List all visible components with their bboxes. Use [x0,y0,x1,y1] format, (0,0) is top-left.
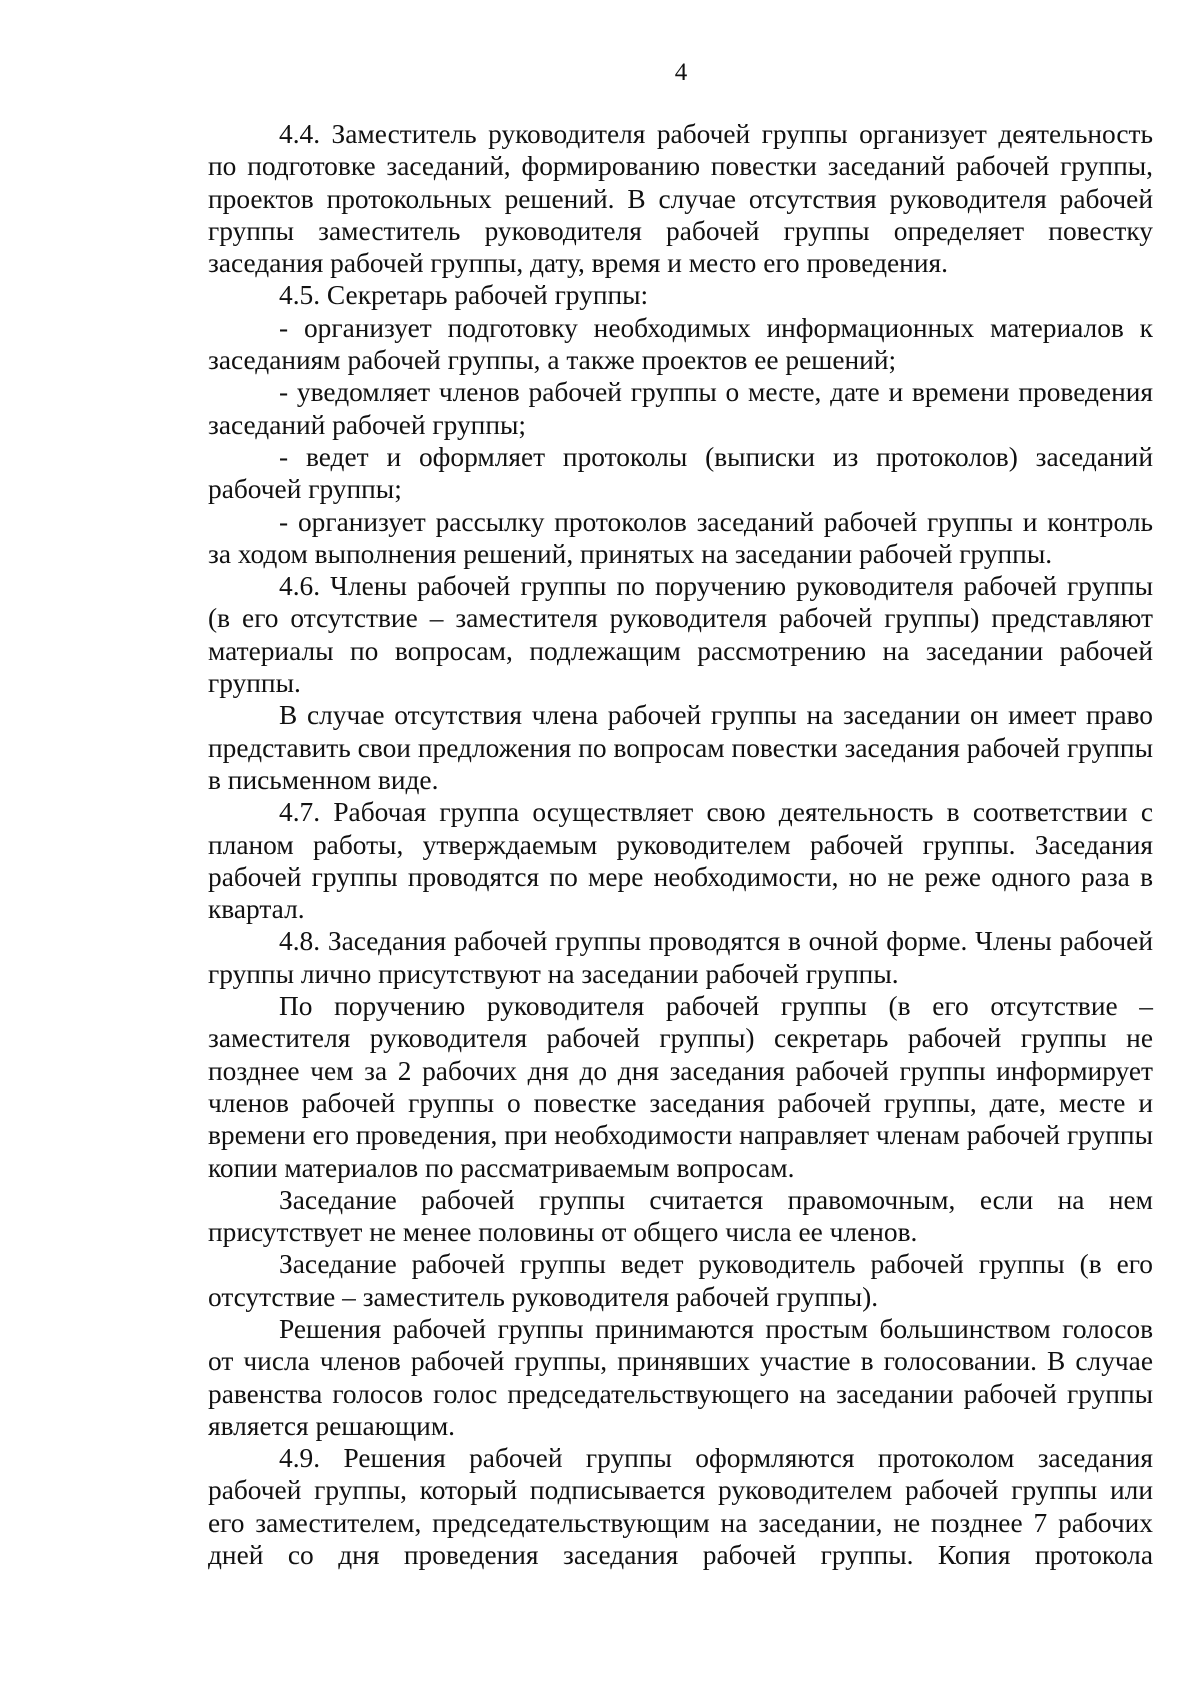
paragraph-4-7: 4.7. Рабочая группа осуществляет свою деятельность в соответствии с планом работы, утверждаемым руководителем рабочей группы. Заседания рабочей группы проводятся по мере необходимости, но не реже одного раза в квартал. [208,797,1153,925]
paragraph-4-9: 4.9. Решения рабочей группы оформляются протоколом заседания рабочей группы, который подписывается руководителем рабочей группы или его заместителем, председательствующим на заседании, не позднее 7 рабочих дней со дня проведения заседания рабочей группы. Копия протокола [208,1443,1153,1571]
page-number: 4 [674,59,688,86]
paragraph-quorum: Заседание рабочей группы считается правомочным, если на нем присутствует не менее половины от общего числа ее членов. [208,1184,1153,1248]
paragraph-4-4: 4.4. Заместитель руководителя рабочей группы организует деятельность по подготовке заседаний, формированию повестки заседаний рабочей группы, проектов протокольных решений. В случае отсутствия руководителя рабочей группы заместитель руководителя рабочей группы определяет повестку заседания рабочей группы, дату, время и место его проведения. [208,119,1153,279]
paragraph-notification: По поручению руководителя рабочей группы (в его отсутствие – заместителя руководителя рабочей группы) секретарь рабочей группы не позднее чем за 2 рабочих дня до дня заседания рабочей группы информирует членов рабочей группы о повестке заседания рабочей группы, дате, месте и времени его проведения, при необходимости направляет членам рабочей группы копии материалов по рассматриваемым вопросам. [208,991,1153,1183]
paragraph-4-5-heading: 4.5. Секретарь рабочей группы: [279,280,649,311]
paragraph-4-6: 4.6. Члены рабочей группы по поручению руководителя рабочей группы (в его отсутствие – заместителя руководителя рабочей группы) представляют материалы по вопросам, подлежащим рассмотрению на заседании рабочей группы. [208,571,1153,699]
paragraph-absence: В случае отсутствия члена рабочей группы на заседании он имеет право представить свои предложения по вопросам повестки заседания рабочей группы в письменном виде. [208,700,1153,795]
document-body [208,118,1153,1571]
list-item-secretary-duty: - организует рассылку протоколов заседаний рабочей группы и контроль за ходом выполнения решений, принятых на заседании рабочей группы. [208,506,1153,569]
list-item-secretary-duty: - организует подготовку необходимых информационных материалов к заседаниям рабочей группы, а также проектов ее решений; [208,312,1153,376]
list-item-secretary-duty: - уведомляет членов рабочей группы о месте, дате и времени проведения заседаний рабочей группы; [208,377,1153,440]
list-item-secretary-duty: - ведет и оформляет протоколы (выписки из протоколов) заседаний рабочей группы; [208,441,1153,505]
paragraph-4-8: 4.8. Заседания рабочей группы проводятся в очной форме. Члены рабочей группы лично присутствуют на заседании рабочей группы. [208,926,1153,989]
paragraph-voting: Решения рабочей группы принимаются простым большинством голосов от числа членов рабочей группы, принявших участие в голосовании. В случае равенства голосов голос председательствующего на заседании рабочей группы является решающим. [208,1313,1153,1441]
paragraph-chair: Заседание рабочей группы ведет руководитель рабочей группы (в его отсутствие – заместитель руководителя рабочей группы). [208,1249,1153,1312]
